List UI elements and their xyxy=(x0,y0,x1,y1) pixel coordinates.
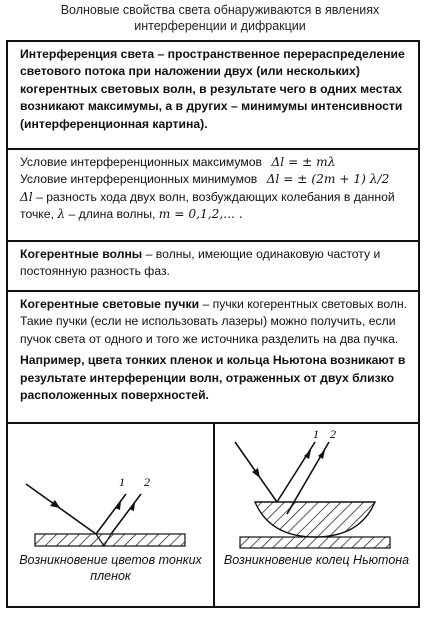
content-frame xyxy=(6,40,420,608)
interference-conditions xyxy=(8,150,418,242)
coherent-beams-paragraph xyxy=(20,296,410,348)
coherent-beams-definition xyxy=(8,292,418,424)
coherent-beams-text: – пучки когерентных световых волн. Такие пучки (если не использовать лазеры) можно получить, если пучок света от одного и того же источника разделить на два пучка. xyxy=(20,297,408,346)
lambda-text: – длина волны, xyxy=(68,207,156,222)
examples-paragraph: Например, цвета тонких пленок и кольца Ньютона возникают в результате интерференции волн, отраженных от двух близко расположенных поверхностей. xyxy=(20,353,406,403)
thin-film-diagram xyxy=(8,424,213,554)
minimum-condition xyxy=(20,171,410,188)
ray-label-1: 1 xyxy=(313,427,319,441)
maximum-formula: Δl = ± mλ xyxy=(271,155,336,169)
page-title: Волновые свойства света обнаруживаются в явлениях интерференции и дифракции xyxy=(60,3,380,33)
newton-rings-figure xyxy=(215,424,418,608)
maximum-condition-label: Условие интерференционных максимумов xyxy=(20,155,263,169)
delta-symbol: Δl xyxy=(20,189,33,204)
coherent-waves-term: Когерентные волны xyxy=(20,247,143,261)
minimum-formula: Δl = ± (2m + 1) λ/2 xyxy=(266,172,390,187)
ray-label-2: 2 xyxy=(144,475,150,489)
newton-rings-caption: Возникновение колец Ньютона xyxy=(223,553,410,567)
interference-definition: Интерференция света – пространственное перераспределение светового потока при наложении двух (или нескольких) когерентных световых волн, в результате чего в одних местах возникают максимумы, а в других – минимумы интенсивности (интерференционная картина). xyxy=(8,42,418,150)
thin-film-caption: Возникновение цветов тонких пленок xyxy=(19,553,202,583)
figures-row xyxy=(8,424,418,608)
coherent-waves-text: – волны, имеющие одинаковую частоту и постоянную разность фаз. xyxy=(20,247,381,279)
ray-label-1: 1 xyxy=(119,475,125,489)
coherent-beams-term: Когерентные световые пучки xyxy=(20,297,200,311)
thin-film-figure xyxy=(8,424,213,608)
m-values-formula: m = 0,1,2,... . xyxy=(158,207,243,222)
lambda-symbol: λ xyxy=(57,207,66,222)
minimum-condition-label: Условие интерференционных минимумов xyxy=(20,172,258,187)
newton-rings-diagram xyxy=(215,424,418,554)
path-difference-explanation xyxy=(20,189,410,224)
coherent-waves-definition xyxy=(8,242,418,292)
ray-label-2: 2 xyxy=(330,427,336,441)
maximum-condition xyxy=(20,154,410,171)
delta-text: – разность хода двух волн, возбуждающих колебания в данной точке, xyxy=(20,189,395,222)
